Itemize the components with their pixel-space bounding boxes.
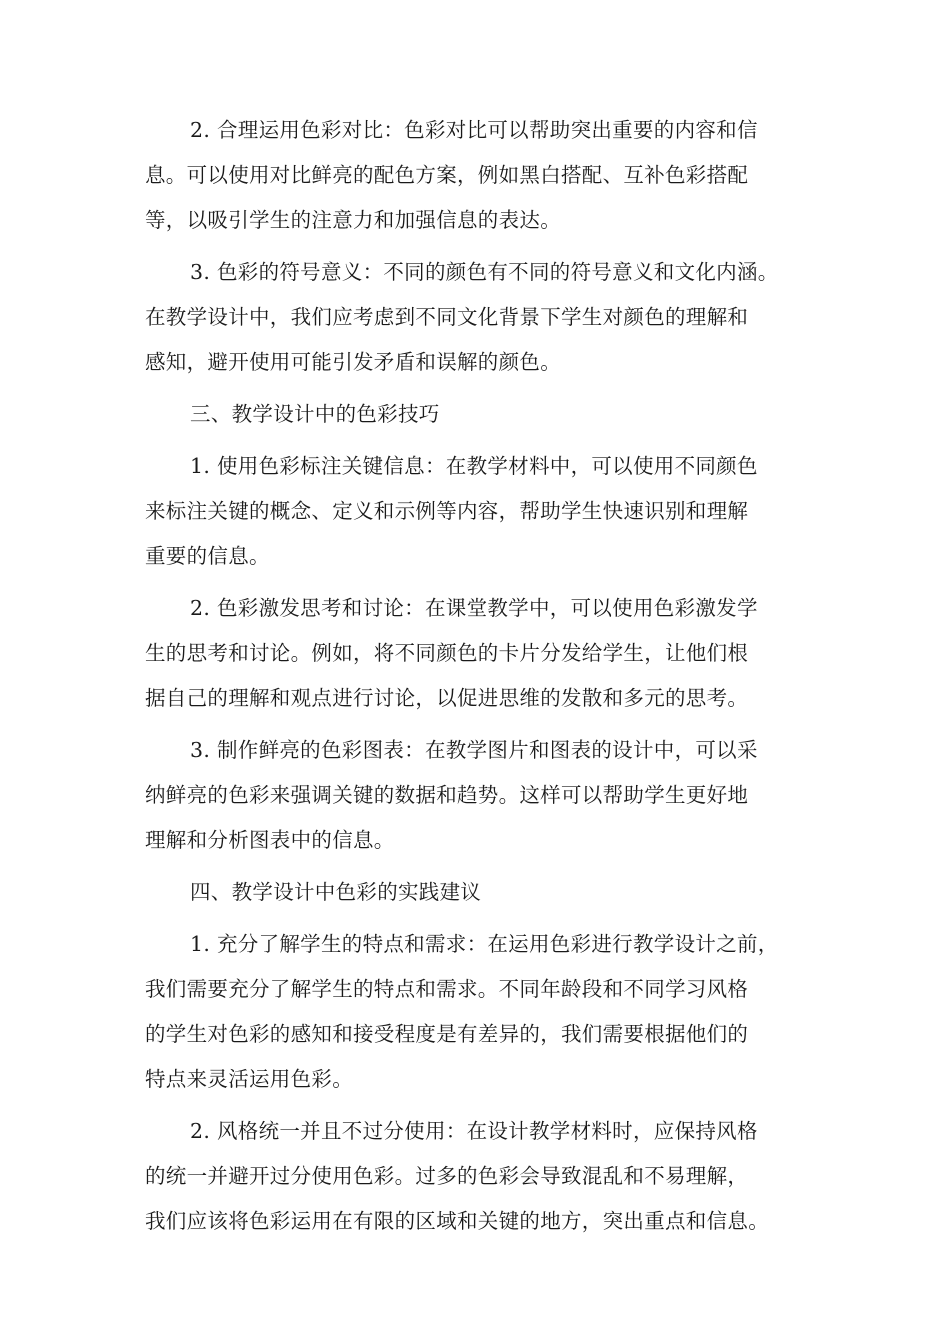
text-line: 3. 色彩的符号意义：不同的颜色有不同的符号意义和文化内涵。 <box>190 260 779 284</box>
text-line: 来标注关键的概念、定义和示例等内容，帮助学生快速识别和理解 <box>145 499 749 523</box>
text-line: 的学生对色彩的感知和接受程度是有差异的，我们需要根据他们的 <box>145 1022 749 1046</box>
text-line: 1. 充分了解学生的特点和需求：在运用色彩进行教学设计之前， <box>190 932 779 956</box>
text-line: 的统一并避开过分使用色彩。过多的色彩会导致混乱和不易理解， <box>145 1164 749 1188</box>
text-line: 3. 制作鲜亮的色彩图表：在教学图片和图表的设计中，可以采 <box>190 738 758 762</box>
text-line: 在教学设计中，我们应考虑到不同文化背景下学生对颜色的理解和 <box>145 305 749 329</box>
text-line: 生的思考和讨论。例如，将不同颜色的卡片分发给学生，让他们根 <box>145 641 749 665</box>
section-heading: 三、教学设计中的色彩技巧 <box>190 402 440 426</box>
text-line: 1. 使用色彩标注关键信息：在教学材料中，可以使用不同颜色 <box>190 454 758 478</box>
text-line: 理解和分析图表中的信息。 <box>145 828 395 852</box>
text-line: 等，以吸引学生的注意力和加强信息的表达。 <box>145 208 561 232</box>
text-line: 感知，避开使用可能引发矛盾和误解的颜色。 <box>145 350 561 374</box>
text-line: 纳鲜亮的色彩来强调关键的数据和趋势。这样可以帮助学生更好地 <box>145 783 749 807</box>
text-line: 息。可以使用对比鲜亮的配色方案，例如黑白搭配、互补色彩搭配 <box>145 163 749 187</box>
text-line: 2. 色彩激发思考和讨论：在课堂教学中，可以使用色彩激发学 <box>190 596 758 620</box>
text-line: 据自己的理解和观点进行讨论，以促进思维的发散和多元的思考。 <box>145 686 749 710</box>
text-line: 重要的信息。 <box>145 544 270 568</box>
text-line: 我们需要充分了解学生的特点和需求。不同年龄段和不同学习风格 <box>145 977 749 1001</box>
text-line: 特点来灵活运用色彩。 <box>145 1067 353 1091</box>
text-line: 2. 合理运用色彩对比：色彩对比可以帮助突出重要的内容和信 <box>190 118 758 142</box>
text-line: 我们应该将色彩运用在有限的区域和关键的地方，突出重点和信息。 <box>145 1209 769 1233</box>
text-line: 2. 风格统一并且不过分使用：在设计教学材料时，应保持风格 <box>190 1119 758 1143</box>
section-heading: 四、教学设计中色彩的实践建议 <box>190 880 482 904</box>
